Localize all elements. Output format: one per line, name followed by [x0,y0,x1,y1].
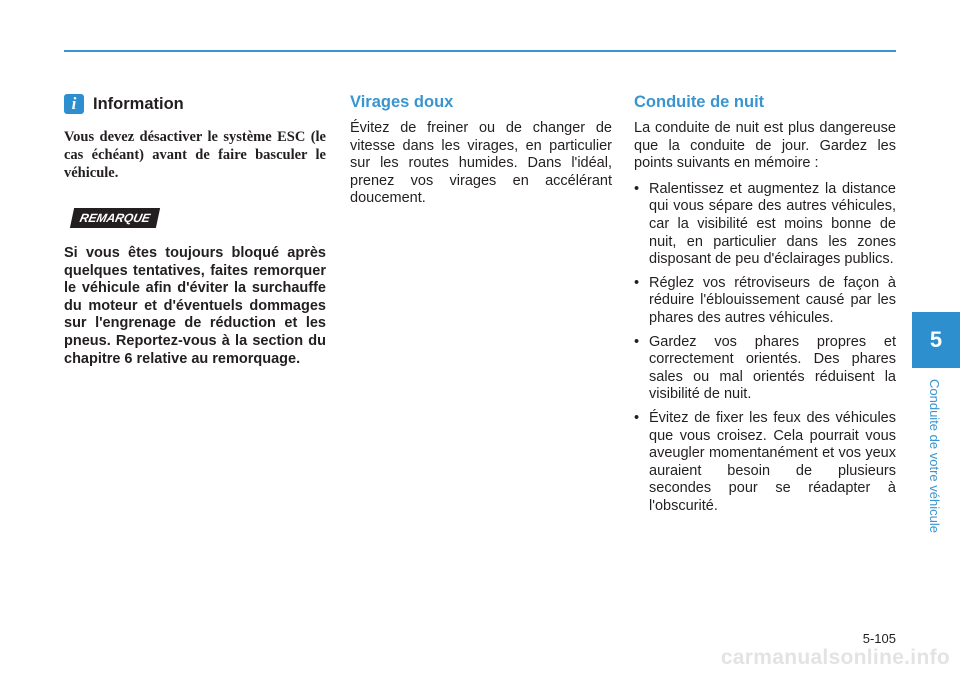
bullet-icon: • [634,333,640,350]
chapter-label: Conduite de votre véhicule [927,379,942,533]
virages-text: Évitez de freiner ou de changer de vitesse dans les virages, en particulier sur les routes humides. Dans l'idéal, prenez vos virages en accélérant doucement. [350,120,612,207]
column-right [634,92,896,521]
list-item [634,410,896,516]
virages-title: Virages doux [350,93,454,111]
bullet-text: Évitez de fixer les feux des véhicules que vous croisez. Cela pourrait vous aveugler momentanément et vos yeux auraient besoin de plusieurs secondes pour se réadapter à l'obscurité. [649,409,896,514]
bullet-icon: • [634,180,640,197]
nuit-intro: La conduite de nuit est plus dangereuse que la conduite de jour. Gardez les points suivants en mémoire : [634,120,896,172]
remark-text: Si vous êtes toujours bloqué après quelques tentatives, faites remorquer le véhicule afin d'éviter la surchauffe du moteur et d'éventuels dommages sur l'engrenage de réduction et les pneus. Reportez-vous à la section du chapitre 6 relative au remorquage. [64,245,326,367]
bullet-text: Gardez vos phares propres et correctement orientés. Des phares sales ou mal orientés réduisent la visibilité de nuit. [649,333,896,403]
nuit-title: Conduite de nuit [634,93,765,111]
bullet-icon: • [634,409,640,426]
information-title: Information [93,94,184,113]
bullet-text: Ralentissez et augmentez la distance qui vous sépare des autres véhicules, car la visibilité est moins bonne de nuit, en particulier dans les zones disposant de peu d'éclairages publics. [649,180,896,268]
chapter-tab: 5 [912,312,960,368]
list-item [634,275,896,328]
info-icon: i [64,94,84,114]
watermark [0,646,960,670]
nuit-bullet-list [634,181,896,516]
column-middle [350,92,612,208]
column-left [64,92,326,368]
page-number: 5-105 [862,631,896,646]
bullet-text: Réglez vos rétroviseurs de façon à réduire l'éblouissement causé par les phares des autres véhicules. [649,274,896,326]
header-rule [64,50,896,52]
information-text: Vous devez désactiver le système ESC (le cas échéant) avant de faire basculer le véhicule. [64,129,326,181]
list-item [634,181,896,269]
bullet-icon: • [634,274,640,291]
list-item [634,334,896,404]
information-heading [64,94,326,114]
watermark-text: carmanualsonline.info [720,646,950,669]
remark-badge: REMARQUE [70,208,160,228]
